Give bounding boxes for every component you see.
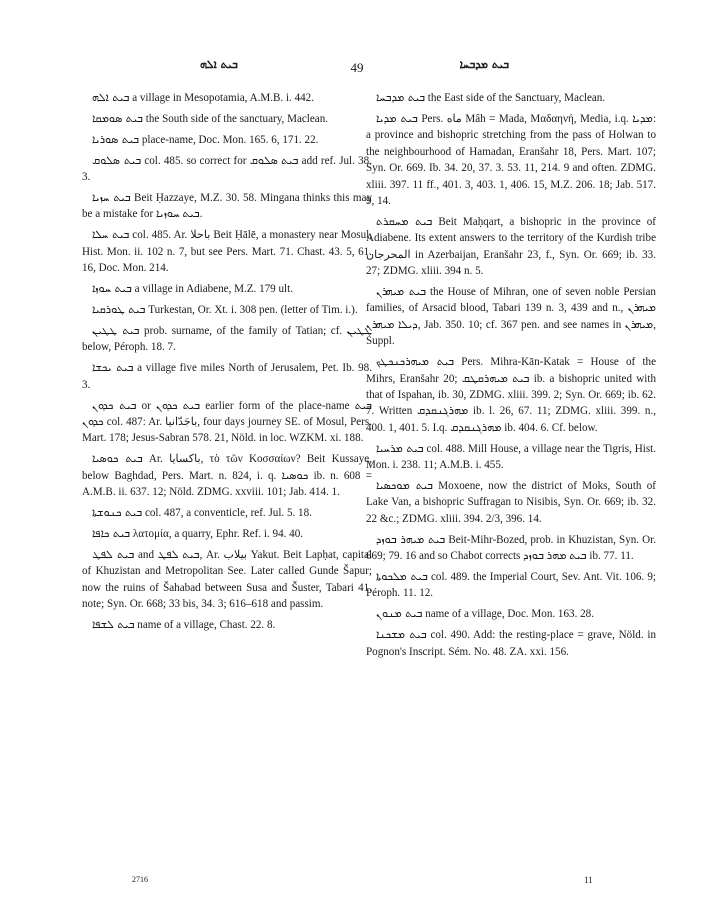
dictionary-entry [82,281,372,297]
entry-headword: ܒܝܬ ܡܕܒܚܐ [376,91,426,104]
entry-headword: ܒܝܬ ܚܘܙܐ [92,282,132,296]
entry-headword: ܒܝܬ ܡܝܗܪ ܒܘܙܕ [376,532,446,546]
dictionary-entry [82,526,372,542]
entry-definition: col. 490. Add: the resting-place = grave, Nöld. in Pognon's Inscript. Sém. No. 48. ZA. xxi. 156. [366,629,657,658]
entry-definition: a village five miles North of Jerusalem, Pet. Ib. 98. 3. [82,362,372,391]
entry-headword: ܒܝܬ ܡܕܝܐ [376,111,418,125]
entry-headword: ܒܝܬ ܡܠܟܘܬܐ [376,569,428,583]
running-head-left: ܒܝܬ ܐܠܗ [200,58,238,71]
entry-definition: Beit Maḥqart, a bishopric in the province of Adiabene. Its extent answers to the territory of the Kurdish tribe المحرجان in Azerbaijan, Eranšahr 23, f., Syn. Or. 669; ib. 33. 27; ZDMG. xliii. 394 n. 5. [366,215,656,278]
dictionary-entry [82,451,372,500]
printer-signature-left: 2716 [132,875,148,884]
entry-definition: and ܒܝܬ ܠܦܛ, Ar. بيلاب Yakut. Beit Lapḥat, capital of Khuzistan and Metropolitan See. Later called Gunde Šapur; now the ruins of Šahabad between Susa and Šuster, Tabari 41. note; Syn. Or. 668; 33 bis, 34. 3; 616–618 and passim. [82,548,372,610]
entry-headword: ܒܝܬ ܡܫܟܢܐ [376,628,427,642]
entry-headword: ܒܝܬ ܛܛܝܢ [92,323,140,337]
entry-definition: Ar. باكسايا, τὸ τῶν Κοσσαίων? Beit Kussaye, below Baghdad, Pers. Mart. n. 824, i. q. ܟܘܣܝܐ ib. n. 608 = A.M.B. ii. 637. 12; Nöld. ZDMG. xxviii. 101; Jab. 414. 1. [82,453,372,499]
page-number: 49 [350,60,364,75]
dictionary-entry [82,505,372,521]
dictionary-entry [82,360,372,393]
printer-signature-right: 11 [584,875,593,885]
dictionary-entry [366,569,656,602]
left-column [82,90,372,638]
entry-definition: col. 485. Ar. باحلا Beit Ḥālē, a monastery near Mosul, Hist. Mon. ii. 102 n. 7, but see Pers. Mart. 71. Chast. 43. 5, 61. 16, Doc. Mon. 214. [82,229,372,275]
right-column [366,90,656,665]
entry-headword: ܒܝܬ ܛܘܪܩܝܐ [92,302,146,316]
entry-definition: a village in Adiabene, M.Z. 179 ult. [134,283,293,296]
entry-headword: ܒܝܬ ܡܚܩܪܬ [376,214,433,228]
entry-headword: ܒܝܬ ܐܠܗ [92,91,130,104]
entry-definition: Turkestan, Or. Xt. i. 308 pen. (letter of Tim. i.). [148,303,358,316]
dictionary-entry [82,90,372,106]
entry-definition: or ܒܝܬ ܟܕܘܢ earlier form of the place-name ܒܝܬ ܟܕܘܢ col. 487: Ar. باجَدّانيا, four days journey SE. of Mosul, Pers. Mart. 178; Jesus-Sabran 578. 21, Nöld. in loc. WZKM. xi. 188. [82,399,372,445]
entry-definition: col. 485. so correct for ܒܝܬ ܣܠܘܩ add ref. Jul. 38. 3. [82,154,372,184]
dictionary-entry [366,111,656,209]
dictionary-entry [82,132,372,148]
entry-definition: col. 488. Mill House, a village near the Tigris, Hist. Mon. i. 238. 11; A.M.B. i. 455. [366,442,656,472]
entry-headword: ܒܝܬ ܡܝܗܪܢ [376,284,426,298]
entry-definition: Pers. Mihra-Kān-Katak = House of the Mihrs, Eranšahr 20; ܒܝܬ ܡܝܗܪܩܛܩ ib. a bishopric united with that of Ispahan, ib. 30, ZDMG. xliii. 399. 2; Syn. Or. 669; ib. 62. 7. Written ܡܗܪܓܢܩܕܩ ib. l. 26, 67. 11; ZDMG. xliii. 399. n., 400. 1, 401. 5. I.q. ܡܗܪܓܢܩܕܩ ib. 404. 6. Cf. below. [366,356,657,434]
dictionary-entry [366,284,656,350]
dictionary-entry [366,354,656,436]
dictionary-entry [82,617,372,633]
entry-headword: ܒܝܬ ܟܐܦܐ [92,526,131,540]
entry-headword: ܒܝܬ ܡܪܚܝܐ [376,441,424,455]
dictionary-entry [366,214,656,280]
dictionary-entry [82,398,372,447]
entry-definition: prob. surname, of the family of Tatian; cf. ܛܛܝܢ below, Péroph. 18. 7. [82,324,372,354]
entry-definition: Beit Ḥazzaye, M.Z. 30. 58. Mingana thinks this may be a mistake for ܒܝܬ ܚܘܙܝܐ. [82,192,373,221]
dictionary-entry [82,323,372,356]
dictionary-entry [82,190,372,223]
entry-headword: ܒܝܬ ܚܠܐ [92,228,130,242]
entry-headword: ܒܝܬ ܠܫܦܐ [92,617,135,631]
dictionary-entry [366,90,656,106]
entry-headword: ܒܝܬ ܣܠܘܩ [92,153,142,167]
dictionary-entry [366,627,656,660]
dictionary-entry [82,153,372,186]
entry-headword: ܒܝܬ ܟܕܘܢ [92,398,137,412]
dictionary-entry [82,227,372,276]
dictionary-entry [82,111,372,127]
dictionary-entry [82,302,372,318]
entry-definition: Moxoene, now the district of Moks, South of Lake Van, a bishopric Suffragan to Nisibis, Syn. Or. 669; ib. 32. 22 &c.; ZDMG. xliii. 394. 2/3, 396. 14. [366,479,656,525]
entry-definition: name of a village, Doc. Mon. 163. 28. [425,608,594,621]
entry-definition: place-name, Doc. Mon. 165. 6, 171. 22. [141,133,319,146]
entry-definition: λατομία, a quarry, Ephr. Ref. i. 94. 40. [132,527,304,540]
entry-headword: ܒܝܬ ܚܙܝܐ [92,191,131,205]
dictionary-entry [366,441,656,474]
entry-definition: a village in Mesopotamia, A.M.B. i. 442. [132,92,314,104]
dictionary-entry [366,606,656,622]
entry-definition: name of a village, Chast. 22. 8. [137,618,276,631]
entry-definition: Beit-Mihr-Bozed, prob. in Khuzistan, Syn. Or. 669; 79. 16 and so Chabot corrects ܒܝܬ ܡܗܪ ܒܘܙܕ ib. 77. 11. [366,533,656,563]
entry-definition: col. 489. the Imperial Court, Sev. Ant. Vit. 106. 9; Péroph. 11. 12. [366,570,656,600]
dictionary-entry [366,478,656,527]
entry-headword: ܒܝܬ ܠܦܛ [92,547,135,561]
entry-headword: ܒܝܬ ܟܘܣܝܐ [92,452,143,466]
entry-definition: the House of Mihran, one of seven noble Persian families, of Arsacid blood, Tabari 139 n. 3, 439 and n., ܡܝܗܪܢ ܕܝܠܐ ܡܝܗܪܢ, Jab. 350. 10; cf. 367 pen. and see names in ܡܝܗܪܢ, Suppl. [366,285,656,348]
entry-headword: ܒܝܬ ܡܘܟܣܝܐ [376,478,433,492]
entry-headword: ܒܝܬ ܡܢܘܢ [376,607,423,621]
entry-definition: Pers. ماه Mâh = Mada, Μαδαηνή, Media, i.q. ܡܕܝܐ: a province and bishopric stretching from the pass of Holwan to the neighbourhood of Hamadan, Eranšahr 18, Pers. Mart. 107; Syn. Or. 669. Ib. 34. 20, 37. 3. 53. 11, 214. 9 and often. ZDMG. xliii. 397. 11 ff., 401. 3, 403. 1, 406. 15, M.Z. 206. 18; Jab. 517. 9, 14. [366,112,657,207]
running-head-right: ܒܝܬ ܡܕܒܚܐ [459,58,509,71]
entry-headword: ܒܝܬ ܣܘܡܩܐ [92,111,143,125]
entry-headword: ܒܝܬ ܡܝܗܪܟܢܟܛܟ [376,355,455,369]
entry-definition: col. 487, a conventicle, ref. Jul. 5. 18. [144,506,312,519]
entry-headword: ܒܝܬ ܣܘܪܝܐ [92,132,140,146]
entry-headword: ܒܝܬ ܟܢܘܫܬܐ [92,505,143,519]
entry-definition: the South side of the sanctuary, Maclean. [145,112,329,125]
entry-definition: the East side of the Sanctuary, Maclean. [427,92,606,104]
dictionary-entry [366,532,656,565]
dictionary-entry [82,547,372,613]
entry-headword: ܒܝܬ ܝܟܫܐ [92,361,134,375]
